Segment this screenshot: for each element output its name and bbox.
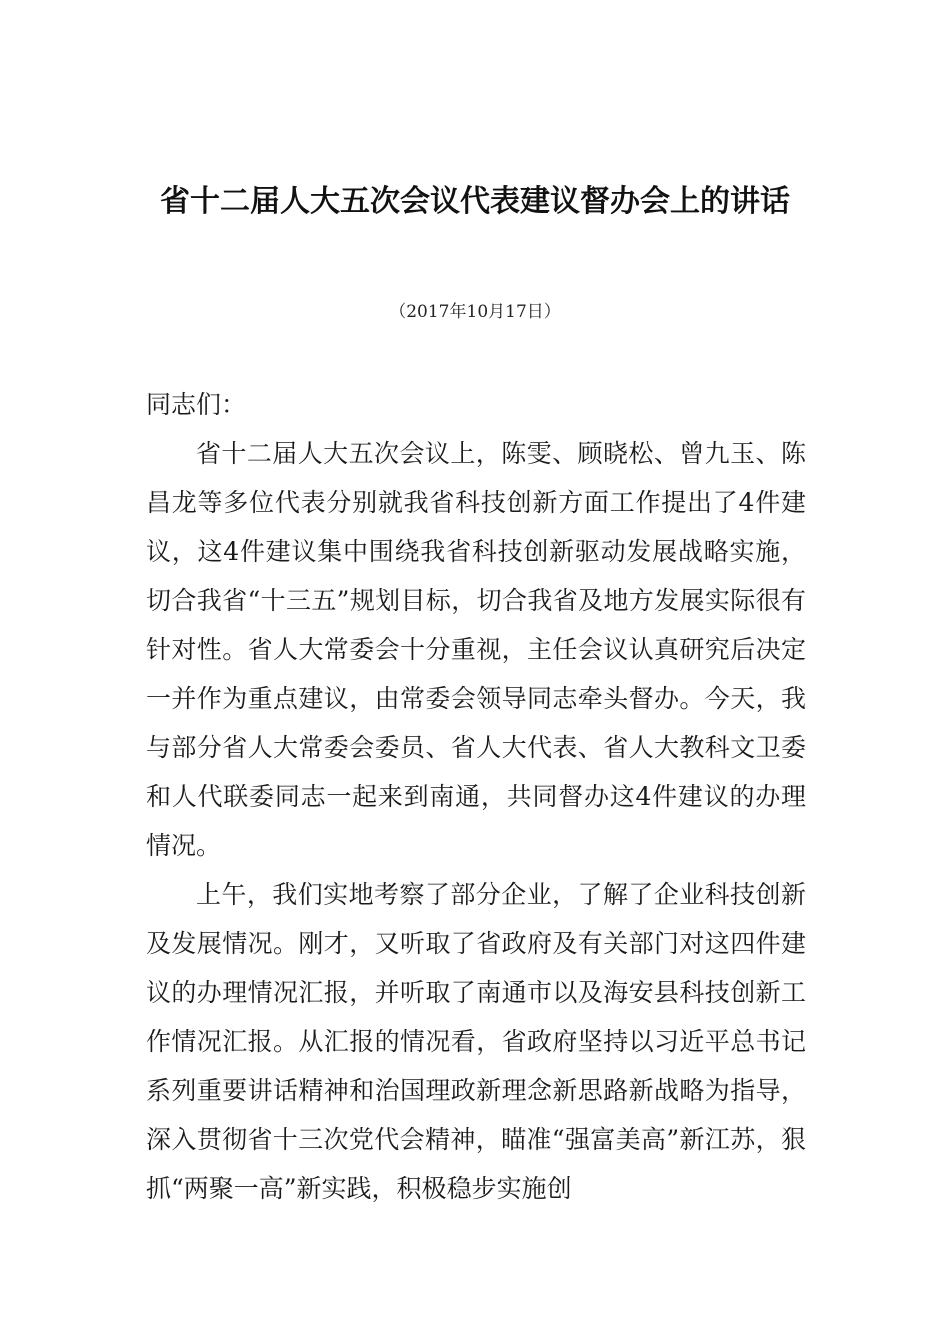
salutation: 同志们： — [146, 390, 247, 419]
body-paragraph: 上午，我们实地考察了部分企业，了解了企业科技创新及发展情况。刚才，又听取了省政府及有关部门对这四件建议的办理情况汇报，并听取了南通市以及海安县科技创新工作情况汇报。从汇报的情况看，省政府坚持以习近平总书记系列重要讲话精神和治国理政新理念新思路新战略为指导，深入贯彻省十三次党代会精神，瞄准“强富美高”新江苏，狠抓“两聚一高”新实践，积极稳步实施创 — [146, 880, 806, 1203]
document-date: （2017年10月17日） — [389, 302, 561, 322]
document-title: 省十二届人大五次会议代表建议督办会上的讲话 — [160, 184, 790, 219]
document-body — [146, 380, 806, 1213]
body-paragraph: 省十二届人大五次会议上，陈雯、顾晓松、曾九玉、陈昌龙等多位代表分别就我省科技创新方面工作提出了4件建议，这4件建议集中围绕我省科技创新驱动发展战略实施，切合我省“十三五”规划目标，切合我省及地方发展实际很有针对性。省人大常委会十分重视，主任会议认真研究后决定一并作为重点建议，由常委会领导同志牵头督办。今天，我与部分省人大常委会委员、省人大代表、省人大教科文卫委和人代联委同志一起来到南通，共同督办这4件建议的办理情况。 — [146, 439, 806, 860]
